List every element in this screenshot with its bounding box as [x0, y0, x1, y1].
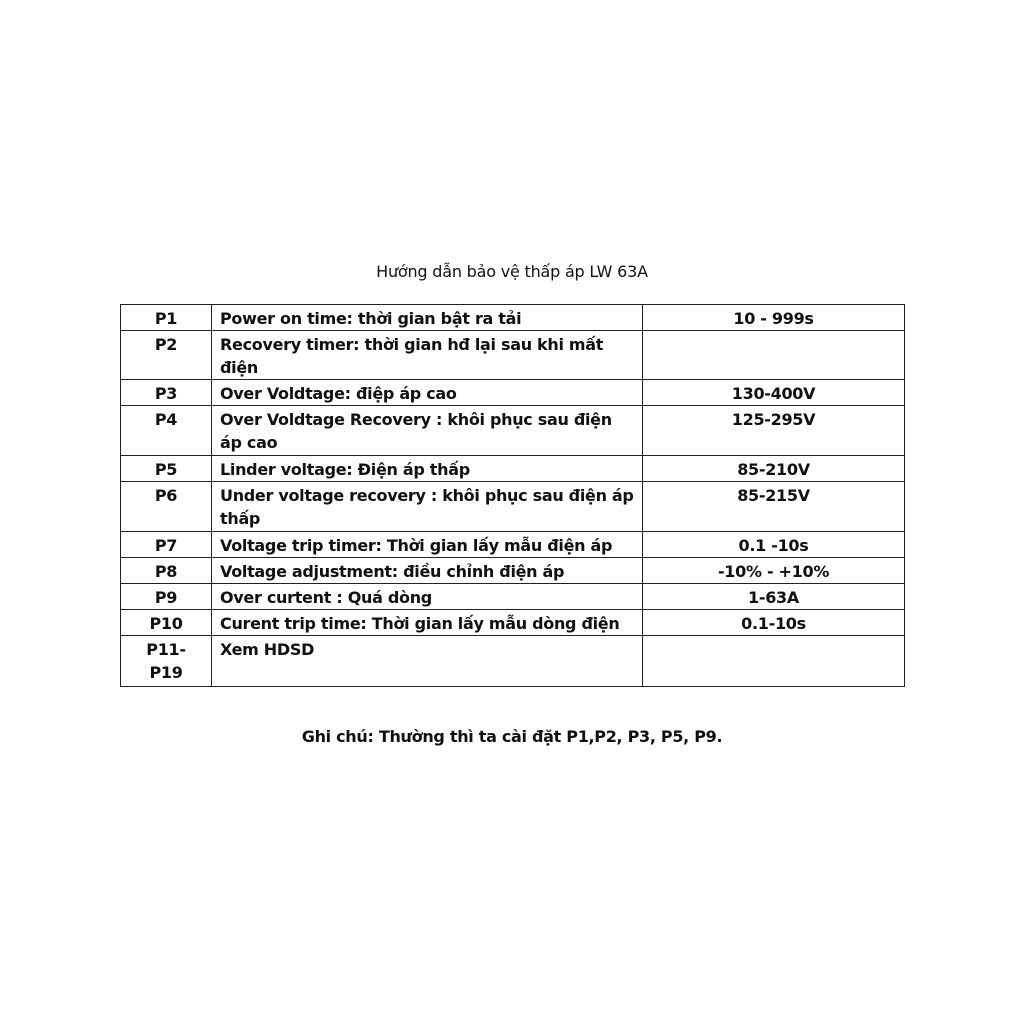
param-description: Power on time: thời gian bật ra tải	[212, 305, 643, 331]
table-row	[121, 456, 905, 482]
table-row	[121, 305, 905, 331]
param-description: Curent trip time: Thời gian lấy mẫu dòng điện	[212, 610, 643, 636]
param-description: Over Voldtage: điệp áp cao	[212, 380, 643, 406]
param-code: P9	[121, 584, 212, 610]
table-row	[121, 482, 905, 532]
table-row	[121, 406, 905, 456]
param-description: Under voltage recovery : khôi phục sau điện áp thấp	[212, 482, 643, 532]
param-description: Xem HDSD	[212, 636, 643, 687]
table-row	[121, 331, 905, 380]
param-description: Voltage trip timer: Thời gian lấy mẫu điện áp	[212, 532, 643, 558]
table-row	[121, 636, 905, 687]
param-description: Over curtent : Quá dòng	[212, 584, 643, 610]
param-code: P3	[121, 380, 212, 406]
param-code: P4	[121, 406, 212, 456]
table-row	[121, 558, 905, 584]
param-range: 85-210V	[643, 456, 905, 482]
param-range: -10% - +10%	[643, 558, 905, 584]
param-description: Recovery timer: thời gian hđ lại sau khi mất điện	[212, 331, 643, 380]
param-description: Over Voldtage Recovery : khôi phục sau điện áp cao	[212, 406, 643, 456]
footnote: Ghi chú: Thường thì ta cài đặt P1,P2, P3, P5, P9.	[301, 727, 723, 746]
param-range: 1-63A	[643, 584, 905, 610]
param-range: 125-295V	[643, 406, 905, 456]
param-range: 130-400V	[643, 380, 905, 406]
table-row	[121, 610, 905, 636]
param-description: Voltage adjustment: điều chỉnh điện áp	[212, 558, 643, 584]
param-code: P1	[121, 305, 212, 331]
table-row	[121, 532, 905, 558]
table-row	[121, 380, 905, 406]
param-range: 0.1-10s	[643, 610, 905, 636]
param-code: P11-P19	[121, 636, 212, 687]
param-description: Linder voltage: Điện áp thấp	[212, 456, 643, 482]
param-range	[643, 636, 905, 687]
param-code: P7	[121, 532, 212, 558]
param-code: P6	[121, 482, 212, 532]
param-range	[643, 331, 905, 380]
param-code: P8	[121, 558, 212, 584]
page-title: Hướng dẫn bảo vệ thấp áp LW 63A	[376, 262, 648, 281]
param-range: 85-215V	[643, 482, 905, 532]
parameter-table	[120, 304, 905, 687]
param-range: 10 - 999s	[643, 305, 905, 331]
table-row	[121, 584, 905, 610]
param-code: P10	[121, 610, 212, 636]
param-code: P5	[121, 456, 212, 482]
param-code: P2	[121, 331, 212, 380]
param-range: 0.1 -10s	[643, 532, 905, 558]
